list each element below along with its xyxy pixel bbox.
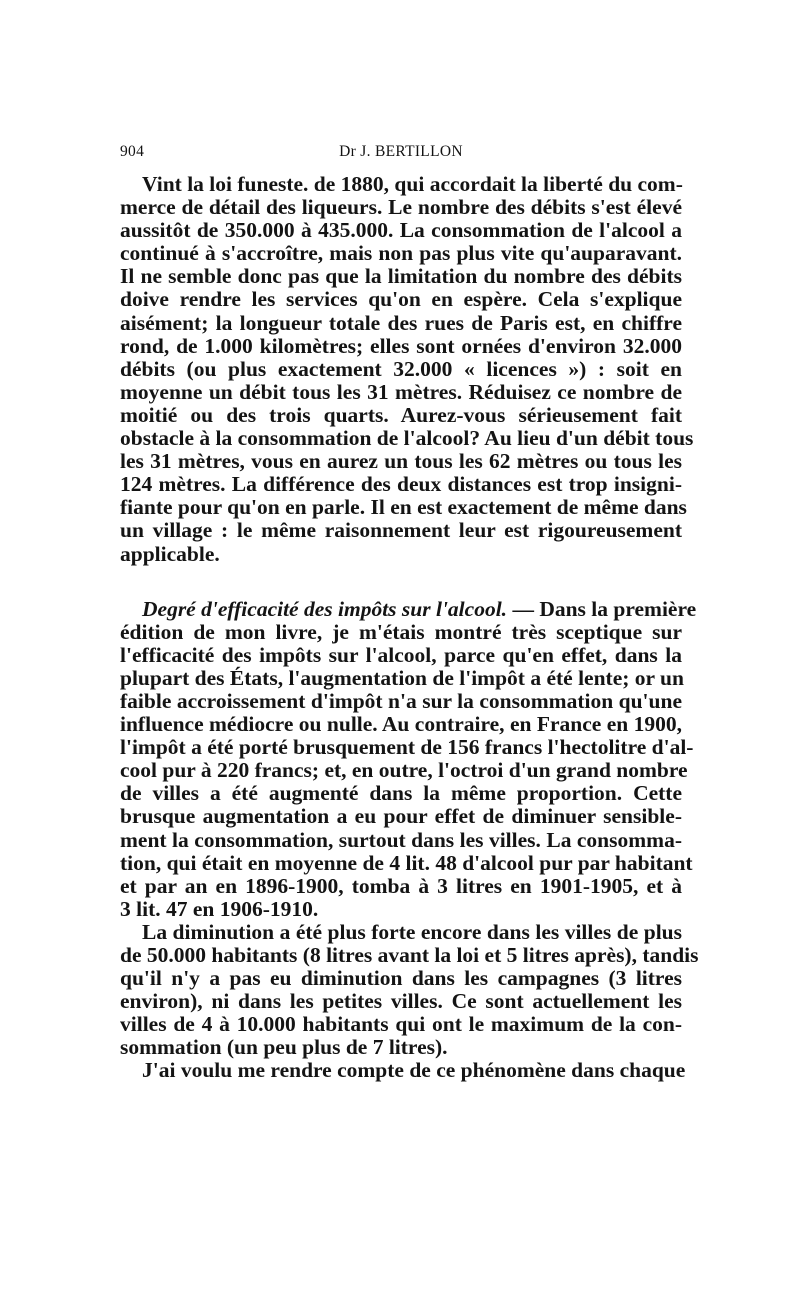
text-run: — Dans la première	[507, 596, 697, 621]
text-line: moitié ou des trois quarts. Aurez-vous sérieusement fait	[120, 402, 682, 427]
book-page	[120, 143, 699, 1083]
text-line: fiante pour qu'on en parle. Il en est exactement de même dans	[120, 495, 687, 520]
text-line: influence médiocre ou nulle. Au contraire, en France en 1900,	[120, 712, 682, 737]
text-line: qu'il n'y a pas eu diminution dans les campagnes (3 litres	[120, 966, 682, 991]
text-line: 3 lit. 47 en 1906-1910.	[120, 896, 319, 921]
paragraph-continuation	[120, 1058, 686, 1083]
page-number: 904	[120, 143, 145, 160]
text-line: merce de détail des liqueurs. Le nombre des débits s'est élevé	[120, 195, 682, 220]
text-line: et par an en 1896-1900, tomba à 3 litres en 1901-1905, et à	[120, 873, 682, 898]
text-line: rond, de 1.000 kilomètres; elles sont ornées d'environ 32.000	[120, 333, 682, 358]
text-line: sommation (un peu plus de 7 litres).	[120, 1035, 448, 1060]
text-line: plupart des États, l'augmentation de l'impôt a été lente; or un	[120, 665, 684, 690]
text-line: 124 mètres. La différence des deux distances est trop insigni-	[120, 472, 682, 497]
body-text	[120, 172, 699, 1083]
text-line: applicable.	[120, 541, 220, 566]
paragraph-city-consumption	[120, 919, 699, 1060]
text-line: brusque augmentation a eu pour effet de diminuer sensible-	[120, 804, 682, 829]
text-line: J'ai voulu me rendre compte de ce phénomène dans chaque	[142, 1058, 686, 1083]
text-line: édition de mon livre, je m'étais montré très sceptique sur	[120, 619, 682, 644]
text-line: les 31 mètres, vous en aurez un tous les 62 mètres ou tous les	[120, 449, 682, 474]
running-title: Dr J. BERTILLON	[339, 143, 463, 160]
text-line: Vint la loi funeste. de 1880, qui accordait la liberté du com-	[142, 172, 683, 196]
text-line: aussitôt de 350.000 à 435.000. La consommation de l'alcool a	[120, 218, 682, 243]
text-line-with-heading	[120, 596, 697, 621]
text-line: continué à s'accroître, mais non pas plus vite qu'auparavant.	[120, 241, 682, 266]
text-line: villes de 4 à 10.000 habitants qui ont le maximum de la con-	[120, 1012, 682, 1037]
section-heading: Degré d'efficacité des impôts sur l'alcool.	[142, 596, 508, 621]
text-line: moyenne un débit tous les 31 mètres. Réduisez ce nombre de	[120, 379, 682, 404]
paragraph-licensing	[120, 172, 694, 566]
text-line: l'efficacité des impôts sur l'alcool, parce qu'en effet, dans la	[120, 642, 682, 667]
text-line: faible accroissement d'impôt n'a sur la consommation qu'une	[120, 688, 682, 713]
text-line: ment la consommation, surtout dans les villes. La consomma-	[120, 827, 682, 852]
text-line: aisément; la longueur totale des rues de Paris est, en chiffre	[120, 310, 682, 335]
text-line: débits (ou plus exactement 32.000 « licences ») : soit en	[120, 356, 682, 381]
text-line: cool pur à 220 francs; et, en outre, l'octroi d'un grand nombre	[120, 758, 688, 783]
text-line: tion, qui était en moyenne de 4 lit. 48 d'alcool pur par habitant	[120, 850, 693, 875]
running-head	[120, 143, 682, 173]
text-line: doive rendre les services qu'on en espère. Cela s'explique	[120, 287, 682, 312]
paragraph-tax-efficacy	[120, 596, 697, 921]
text-line: Il ne semble donc pas que la limitation du nombre des débits	[120, 264, 682, 289]
text-line: un village : le même raisonnement leur est rigoureusement	[120, 518, 682, 543]
text-line: environ), ni dans les petites villes. Ce sont actuellement les	[120, 989, 682, 1014]
text-line: l'impôt a été porté brusquement de 156 francs l'hectolitre d'al-	[120, 735, 694, 760]
text-line: de 50.000 habitants (8 litres avant la loi et 5 litres après), tandis	[120, 943, 699, 967]
paragraph-spacing	[120, 566, 682, 598]
text-line: de villes a été augmenté dans la même proportion. Cette	[120, 781, 682, 806]
text-line: obstacle à la consommation de l'alcool? Au lieu d'un débit tous	[120, 426, 694, 451]
text-line: La diminution a été plus forte encore dans les villes de plus	[142, 919, 682, 944]
